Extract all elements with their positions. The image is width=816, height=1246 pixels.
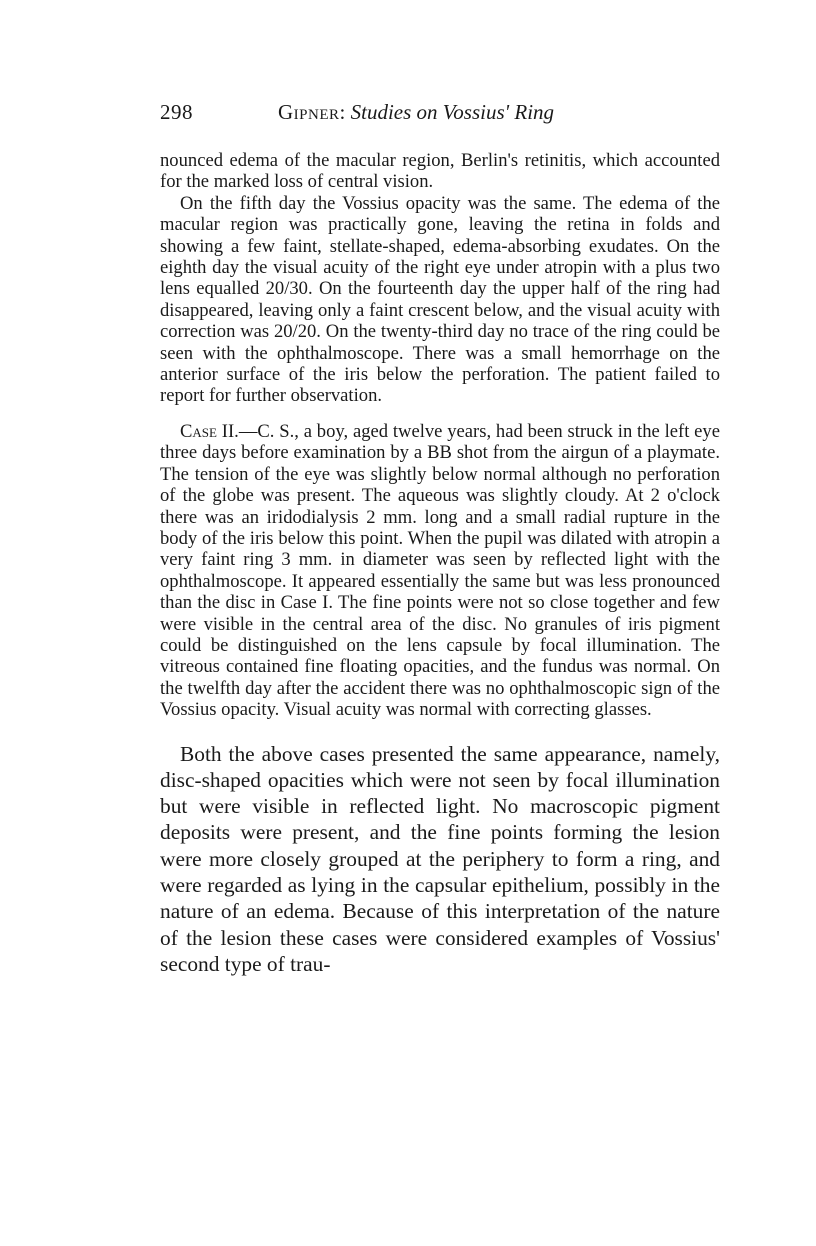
paragraph-continuation: nounced edema of the macular region, Berlin's retinitis, which accounted for the marked loss of central vision. [160, 150, 720, 193]
case-two-label: Case II. [180, 420, 239, 442]
page-number: 298 [160, 100, 193, 124]
running-head-author: Gipner [278, 100, 340, 124]
running-head-separator: : [339, 100, 351, 124]
running-head [278, 100, 554, 125]
paragraph-discussion: Both the above cases presented the same appearance, namely, disc-shaped opacities which were not seen by focal illumination but were visible in reflected light. No macroscopic pigment deposits were present, and the fine points forming the lesion were more closely grouped at the periphery to form a ring, and were regarded as lying in the capsular epithelium, possibly in the nature of an edema. Because of this interpretation of the nature of the lesion these cases were considered examples of Vossius' second type of trau- [160, 741, 720, 976]
running-head-title: Studies on Vossius' Ring [350, 100, 555, 124]
paragraph-case-two [160, 421, 720, 721]
case-two-body: —C. S., a boy, aged twelve years, had been struck in the left eye three days before examination by a BB shot from the airgun of a playmate. The tension of the eye was slightly below normal although no perforation of the globe was present. The aqueous was slightly cloudy. At 2 o'clock there was an iridodialysis 2 mm. long and a small radial rupture in the body of the iris below this point. When the pupil was dilated with atropin a very faint ring 3 mm. in diameter was seen by reflected light with the ophthalmoscope. It appeared essentially the same but was less pronounced than the disc in Case I. The fine points were not so close together and few were visible in the central area of the disc. No granules of iris pigment could be distinguished on the lens capsule by focal illumination. The vitreous contained fine floating opacities, and the fundus was normal. On the twelfth day after the accident there was no ophthalmoscopic sign of the Vossius opacity. Visual acuity was normal with correcting glasses. [160, 420, 720, 721]
page [160, 100, 720, 977]
paragraph-fifth-day: On the fifth day the Vossius opacity was the same. The edema of the macular region was practically gone, leaving the retina in folds and showing a few faint, stellate-shaped, edema-absorbing exudates. On the eighth day the visual acuity of the right eye under atropin with a plus two lens equalled 20/30. On the fourteenth day the upper half of the ring had disappeared, leaving only a faint crescent below, and the visual acuity with correction was 20/20. On the twenty-third day no trace of the ring could be seen with the ophthalmoscope. There was a small hemorrhage on the anterior surface of the iris below the perforation. The patient failed to report for further observation. [160, 192, 720, 407]
running-header [160, 100, 720, 136]
